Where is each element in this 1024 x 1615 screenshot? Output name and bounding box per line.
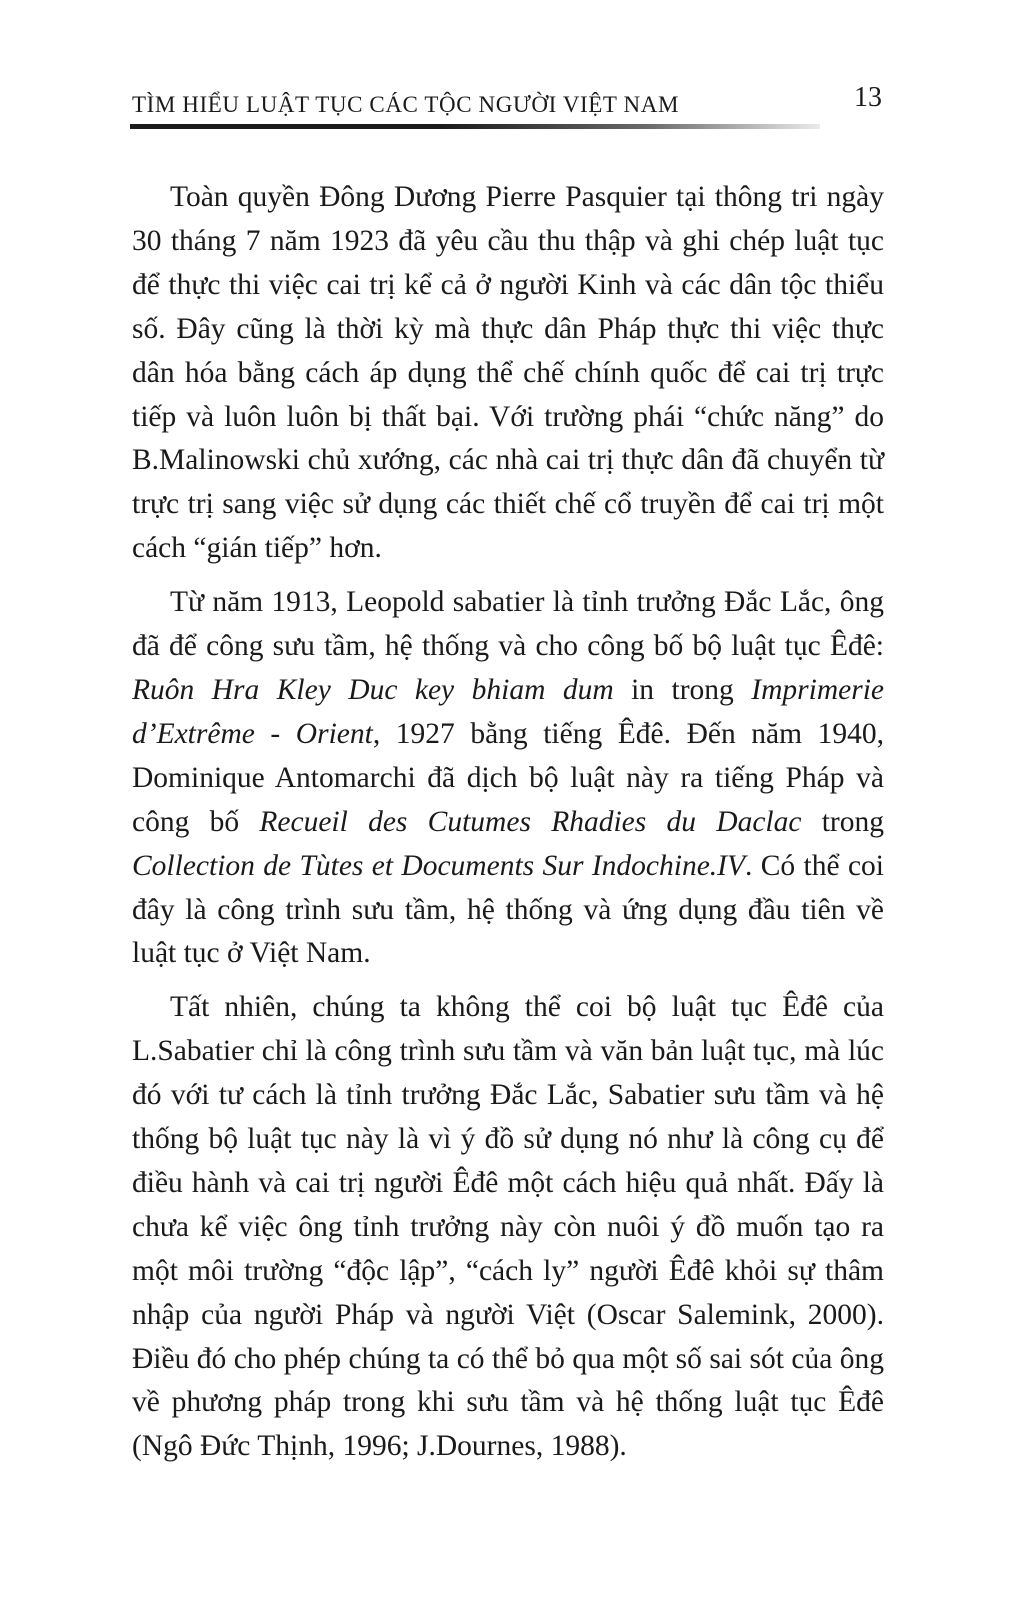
work-title-collection: Collection de Tùtes et Documents Sur Indochine.IV [132, 849, 746, 882]
paragraph-2-text: trong [801, 805, 884, 838]
header-rule [130, 124, 820, 129]
publisher-imprimerie: Imprimerie d’Extrême - Orient [132, 673, 884, 750]
paragraph-1 [132, 176, 884, 571]
paragraph-2-text: , 1927 bằng tiếng Êđê. Đến năm 1940, Dominique Antomarchi đã dịch bộ luật này ra tiếng Pháp và công bố [132, 717, 884, 838]
work-title-recueil: Recueil des Cutumes Rhadies du Daclac [259, 805, 802, 838]
paragraph-2-text: Từ năm 1913, Leopold sabatier là tỉnh trưởng Đắc Lắc, ông đã để công sưu tầm, hệ thống và cho công bố bộ luật tục Êđê: [132, 586, 884, 663]
work-title-ruon-hra: Ruôn Hra Kley Duc key bhiam dum [132, 673, 614, 706]
body-text [132, 176, 884, 1479]
paragraph-2-text: . Có thể coi đây là công trình sưu tầm, hệ thống và ứng dụng đầu tiên về luật tục ở Việt Nam. [132, 849, 884, 970]
paragraph-2-text: in trong [613, 673, 752, 706]
page-number: 13 [854, 82, 882, 113]
paragraph-3 [132, 986, 884, 1469]
running-title: TÌM HIỂU LUẬT TỤC CÁC TỘC NGƯỜI VIỆT NAM [132, 92, 679, 117]
paragraph-2 [132, 581, 884, 976]
paragraph-3-text: Tất nhiên, chúng ta không thể coi bộ luật tục Êđê của L.Sabatier chỉ là công trình sưu tầm và văn bản luật tục, mà lúc đó với tư cách là tỉnh trưởng Đắc Lắc, Sabatier sưu tầm và hệ thống bộ luật tục này là vì ý đồ sử dụng nó như là công cụ để điều hành và cai trị người Êđê một cách hiệu quả nhất. Đấy là chưa kể việc ông tỉnh trưởng này còn nuôi ý đồ muốn tạo ra một môi trường “độc lập”, “cách ly” người Êđê khỏi sự thâm nhập của người Pháp và người Việt (Oscar Salemink, 2000). Điều đó cho phép chúng ta có thể bỏ qua một số sai sót của ông về phương pháp trong khi sưu tầm và hệ thống luật tục Êđê (Ngô Đức Thịnh, 1996; J.Dournes, 1988). [132, 991, 884, 1463]
running-header [132, 84, 884, 124]
paragraph-1-text: Toàn quyền Đông Dương Pierre Pasquier tại thông tri ngày 30 tháng 7 năm 1923 đã yêu cầu thu thập và ghi chép luật tục để thực thi việc cai trị kể cả ở người Kinh và các dân tộc thiểu số. Đây cũng là thời kỳ mà thực dân Pháp thực thi việc thực dân hóa bằng cách áp dụng thể chế chính quốc để cai trị trực tiếp và luôn luôn bị thất bại. Với trường phái “chức năng” do B.Malinowski chủ xướng, các nhà cai trị thực dân đã chuyển từ trực trị sang việc sử dụng các thiết chế cổ truyền để cai trị một cách “gián tiếp” hơn. [132, 181, 884, 565]
